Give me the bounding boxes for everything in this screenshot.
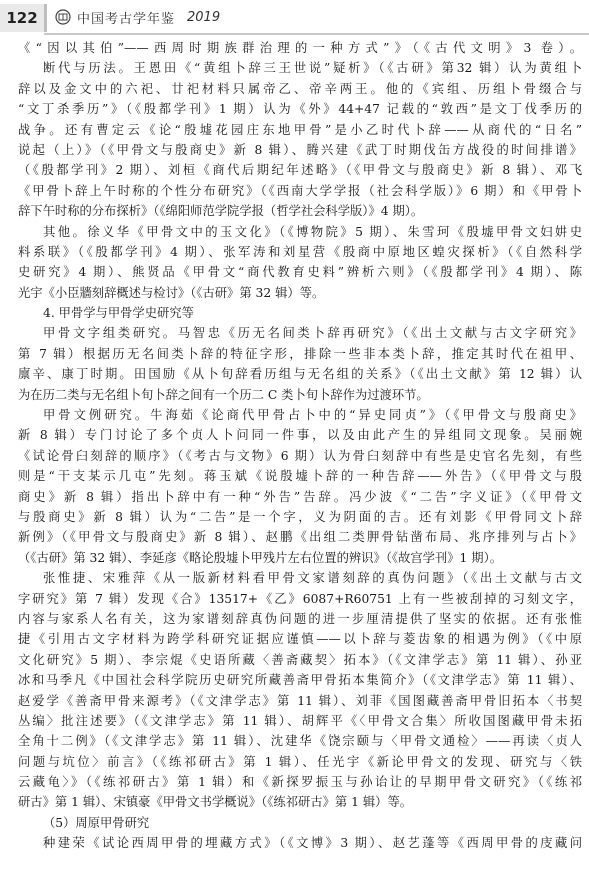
text-line: 光宇《小臣牆刻辞概述与检讨》（《古研》第 32 辑）等。 — [18, 285, 325, 300]
text-line: （《殷都学刊》2 期）、刘桓《商代后期纪年述略》（《甲骨文与殷商史》新 8 辑）、邓飞 — [18, 163, 582, 178]
text-line: 甲骨文例研究。牛海茹《论商代甲骨占卜中的“异史同贞”》（《甲骨文与殷商史》 — [43, 408, 582, 423]
text-line: 新 8 辑）专门讨论了多个贞人卜问同一件事，以及由此产生的异组同文现象。吴丽婉 — [18, 428, 582, 443]
text-line: 甲骨文字组类研究。马智忠《历无名间类卜辞再研究》（《出土文献与古文字研究》 — [43, 326, 582, 341]
text-line: 说起（上）》（《甲骨文与殷商史》新 8 辑）、腾兴建《武丁时期伐缶方战役的时间排谱》 — [18, 142, 582, 157]
text-line: 丛编〉批注述要》（《文津学志》第 11 辑）、胡辉平《〈甲骨文合集〉所收国图藏甲骨未拓 — [18, 713, 582, 728]
text-line: 字研究》第 7 辑）发现《合》13517+《乙》6087+R60751 上有一些被刮掉的习刻文字， — [18, 591, 582, 606]
running-header — [0, 0, 589, 34]
text-line: 为在历二类与无名组卜旬卜辞之间有一个历二 C 类卜旬卜辞作为过渡环节。 — [18, 387, 429, 402]
text-line: 史研究》4 期）、熊贤品《甲骨文“商代教育史料”辨析六则》（《殷都学刊》4 期）、陈 — [18, 265, 582, 280]
page-number: 122 — [0, 4, 47, 32]
text-line: 捷《引用古文字材料为跨学科研究证据应谨慎——以卜辞与菱齿象的相遇为例》（《中原 — [18, 632, 582, 647]
text-line: 《试论骨臼刻辞的顺序》（《考古与文物》6 期）认为骨臼刻辞中有些是史官名先刻，有些 — [18, 448, 582, 463]
text-line: 问题与坑位〉前言》（《练祁研古》第 1 辑）、任光宇《新论甲骨文的发现、研究与〈铁 — [18, 754, 582, 769]
text-line: 辞以及金文中的六祀、廿祀材料只属帝乙、帝辛两王。他的《宾组、历组卜骨缀合与 — [18, 81, 582, 96]
header-rule — [44, 33, 589, 35]
text-line: 赵爱学《善斋甲骨来源考》（《文津学志》第 11 辑）、刘菲《国图藏善斋甲骨旧拓本〈书契 — [18, 693, 582, 708]
text-line: 云藏龟〉》（《练祁研古》第 1 辑）和《新探罗振玉与孙诒让的早期甲骨文研究》（《练祁 — [18, 775, 582, 790]
text-line: 内容与家系人名有关，这为家谱刻辞真伪问题的进一步厘清提供了坚实的依据。还有张惟 — [18, 611, 582, 626]
text-line: 张惟捷、宋雅萍《从一版新材料看甲骨文家谱刻辞的真伪问题》（《出土文献与古文 — [43, 571, 582, 586]
text-line: 种建荣《试论西周甲骨的埋藏方式》（《文博》3 期）、赵艺蓬等《西周甲骨的庋藏问 — [43, 836, 582, 851]
text-line: 其他。徐义华《甲骨文中的玉文化》（《博物院》5 期）、朱雪珂《殷墟甲骨文妇妌史 — [43, 224, 582, 239]
text-line: “文丁杀季历”》（《殷都学刊》1 期）认为《外》44+47 记载的“敦西”是文丁伐季历的 — [18, 102, 582, 117]
text-line: 新例》（《甲骨文与殷商史》新 8 辑）、赵鹏《出组二类胛骨钻凿布局、兆序排列与占卜》 — [18, 530, 582, 545]
text-line: 冰和马季凡《中国社会科学院历史研究所藏善斋甲骨拓本集简介》（《文津学志》第 11 辑）、 — [18, 673, 582, 688]
text-line: 廪辛、康丁时期。田国励《从卜旬辞看历组与无名组的关系》（《出土文献》第 12 辑）认 — [18, 367, 582, 382]
text-line: 辞下午时称的分布探析》（《绵阳师范学院学报（哲学社会科学版）》4 期）。 — [18, 204, 424, 219]
text-line: 文化研究》5 期）、李宗焜《史语所藏〈善斋藏契〉拓本》（《文津学志》第 11 辑）、孙亚 — [18, 652, 582, 667]
journal-title: 中国考古学年鉴 — [77, 11, 176, 27]
text-line: 料系联》（《殷都学刊》4 期）、张军涛和刘星营《殷商中原地区蝗灾探析》（《自然科学 — [18, 244, 582, 259]
text-line: 战争。还有曹定云《论“殷墟花园庄东地甲骨”是小乙时代卜辞——从商代的“日名” — [18, 122, 582, 137]
section-heading: （5）周原甲骨研究 — [43, 815, 150, 830]
text-line: 商史》新 8 辑）指出卜辞中有一种“外告”告辞。冯少波《“二告”字义证》（《甲骨文 — [18, 489, 582, 504]
section-heading: 4. 甲骨学与甲骨学史研究等 — [43, 306, 194, 321]
journal-year: 2019 — [187, 9, 221, 25]
text-line: （《古研》第 32 辑）、李延彦《略论殷墟卜甲残片左右位置的辨识》（《故宫学刊》1 期）。 — [18, 550, 503, 565]
text-line: 《甲骨卜辞上午时称的个性分布研究》（《西南大学学报（社会科学版）》6 期）和《甲骨卜 — [18, 183, 582, 198]
book-emblem-icon — [55, 9, 71, 25]
article-body — [18, 38, 582, 894]
text-line: 与殷商史》新 8 辑）认为“二告”是一个字，义为阴面的吉。还有刘影《甲骨同文卜辞 — [18, 509, 582, 524]
text-line: 则是“干支某示几屯”先刻。蒋玉斌《说殷墟卜辞的一种告辞——外告》（《甲骨文与殷 — [18, 469, 582, 484]
text-line: 全角十二例》（《文津学志》第 11 辑）、沈建华《饶宗颐与〈甲骨文通检〉——再读〈贞人 — [18, 734, 582, 749]
text-line: 《“因以其伯”——西周时期族群治理的一种方式”》（《古代文明》3 卷）。 — [18, 41, 582, 55]
text-line: 第 7 辑）根据历无名间类卜辞的特征字形，排除一些非本类卜辞，推定其时代在祖甲、 — [18, 346, 582, 361]
text-line: 断代与历法。王恩田《“黄组卜辞三王世说”疑析》（《古研》第32 辑）认为黄组卜 — [43, 61, 582, 76]
text-line: 研古》第 1 辑）、宋镇豪《甲骨文书学概说》（《练祁研古》第 1 辑）等。 — [18, 795, 413, 810]
